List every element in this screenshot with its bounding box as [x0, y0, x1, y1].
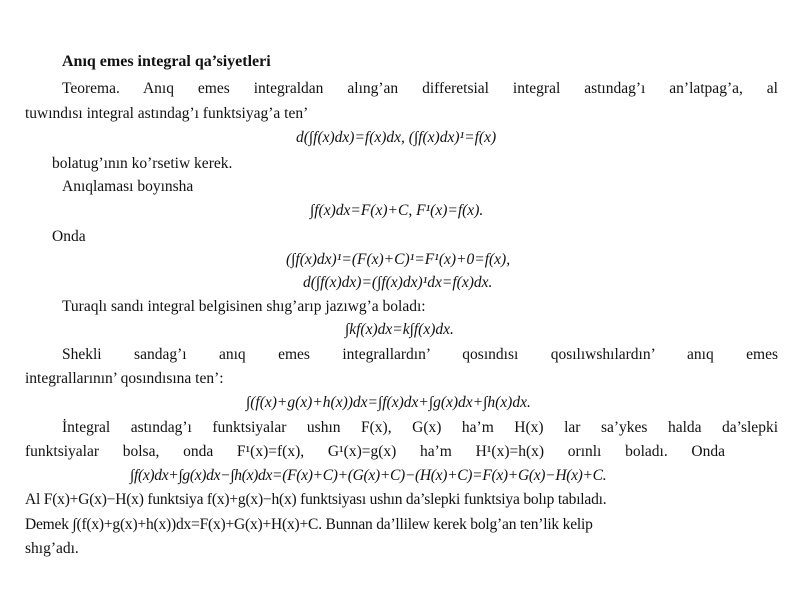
text-constant-factor: Turaqlı sandı integral belgisinen shıg’arıp jazıwg’a boladı:	[62, 298, 426, 315]
paragraph-sum-line-1: Shekli sandag’ı anıq emes integrallardın’ qosındısı qosılıwshılardın’ anıq emes	[62, 346, 778, 363]
text-by-definition: Anıqlaması boyınsha	[62, 178, 194, 195]
formula-expanded-sum: ∫f(x)dx+∫g(x)dx−∫h(x)dx=(F(x)+C)+(G(x)+C)−(H(x)+C)=F(x)+G(x)−H(x)+C.	[130, 467, 607, 484]
paragraph-conclusion-line-2: Demek ∫(f(x)+g(x)+h(x))dx=F(x)+G(x)+H(x)+C. Bunnan da’llilew kerek bolg’an ten’lik kelip	[25, 516, 593, 533]
formula-sum-of-integrals: ∫(f(x)+g(x)+h(x))dx=∫f(x)dx+∫g(x)dx+∫h(x)dx.	[246, 394, 531, 411]
paragraph-conclusion-line-3: shıg’adı.	[25, 540, 79, 557]
theorem-text-line-1: Teorema. Anıq emes integraldan alıng’an differetsial integral astındag’ı an’latpag’a, al	[62, 80, 778, 97]
theorem-text-line-2: tuwındısı integral astındag’ı funktsiyag’a ten’	[25, 105, 309, 122]
text-should-show: bolatug’ının ko’rsetiw kerek.	[52, 155, 233, 172]
text-onda: Onda	[52, 228, 86, 245]
paragraph-sum-line-2: integrallarının’ qosındısına ten’:	[25, 370, 224, 387]
paragraph-antiderivatives-line-2: funktsiyalar bolsa, onda F¹(x)=f(x), G¹(x)=g(x) ha’m H¹(x)=h(x) orınlı boladı. Onda	[25, 443, 725, 460]
formula-derivative-chain: (∫f(x)dx)¹=(F(x)+C)¹=F¹(x)+0=f(x),	[286, 251, 511, 268]
formula-derivative-of-integral: d(∫f(x)dx)=f(x)dx, (∫f(x)dx)¹=f(x)	[296, 129, 497, 146]
paragraph-conclusion-line-1: Al F(x)+G(x)−H(x) funktsiya f(x)+g(x)−h(x) funktsiyası ushın da’slepki funktsiya bolıp tabıladı.	[25, 491, 607, 508]
formula-constant-factor: ∫kf(x)dx=k∫f(x)dx.	[345, 321, 454, 338]
paragraph-antiderivatives-line-1: İntegral astındag’ı funktsiyalar ushın F(x), G(x) ha’m H(x) lar sa’ykes halda da’slepki	[62, 419, 778, 436]
formula-antiderivative-definition: ∫f(x)dx=F(x)+C, F¹(x)=f(x).	[310, 202, 484, 219]
formula-differential-chain: d(∫f(x)dx)=(∫f(x)dx)¹dx=f(x)dx.	[303, 274, 493, 291]
document-title: Anıq emes integral qa’siyetleri	[62, 53, 271, 70]
